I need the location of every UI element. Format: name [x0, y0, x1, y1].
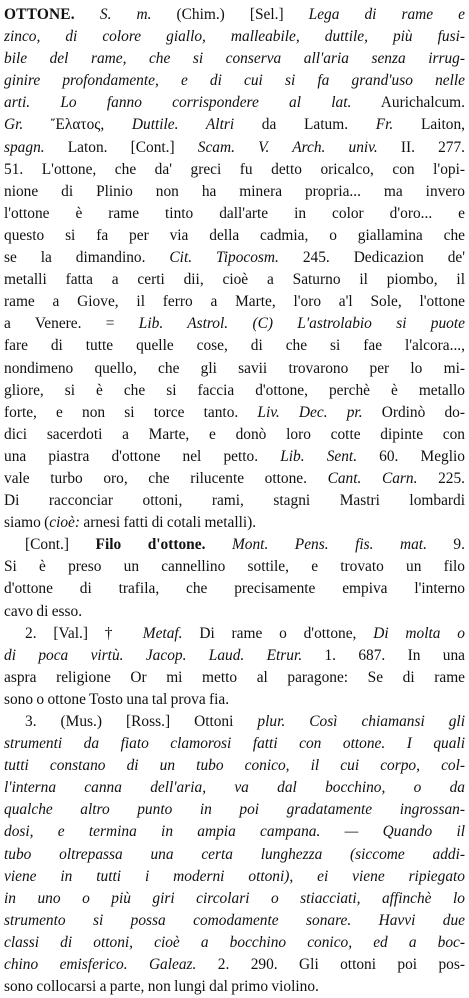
italic-text: in uno o più giri circolari o stiacciati, affinchè lo [4, 889, 465, 907]
text-line [4, 755, 465, 777]
text-line [4, 556, 465, 578]
text-line [4, 821, 465, 843]
italic-text: Gr. [4, 116, 24, 134]
text-segment: se la dimandino. [4, 249, 170, 267]
text-line [4, 512, 465, 534]
text-line [4, 910, 465, 932]
text-line [4, 291, 465, 313]
italic-text: Mont. Pens. fis. mat. [231, 536, 427, 554]
text-line [4, 48, 465, 70]
text-segment: gliore, si è che si faccia d'ottone, perchè è metallo [4, 381, 465, 399]
italic-text: spagn. [4, 138, 45, 156]
text-segment: arnesi fatti di cotali metalli). [80, 514, 257, 532]
italic-text: Lega di rame e [308, 6, 465, 23]
text-segment: vale turbo oro, che rilucente ottone. [4, 469, 328, 487]
text-segment: a Venere. = [4, 315, 139, 333]
text-line [4, 888, 465, 910]
text-line [4, 711, 465, 733]
text-line [4, 70, 465, 92]
text-line [4, 4, 465, 26]
text-segment: da Latum. [234, 116, 376, 134]
text-segment: forte, e non si torce tanto. [4, 403, 258, 421]
italic-text: classi di ottoni, cioè a bocchino conico, ed a boc- [4, 933, 465, 951]
italic-text: l'interna canna dell'aria, va dal bocchino, o da [4, 779, 465, 797]
text-segment: 9. [426, 536, 465, 554]
text-segment: fare di tutte quelle cose, di che si fae l'alcora..., [4, 337, 465, 355]
text-line [4, 623, 465, 645]
italic-text: strumento si possa comodamente sonare. Havvi due [4, 911, 465, 929]
italic-text: Lib. Astrol. (C) L'astrolabio si puote [138, 315, 465, 333]
text-line [4, 667, 465, 689]
italic-text: chino emisferico. Galeaz. [4, 956, 197, 974]
dictionary-entry-ottone [4, 4, 465, 998]
text-line [4, 578, 465, 600]
italic-text: S. m. [99, 6, 152, 23]
text-segment: nione di Plinio non ha minera propria... ma invero [4, 182, 465, 200]
text-line [4, 733, 465, 755]
italic-text: viene in tutti i moderni ottoni), ei viene ripiegato [4, 867, 465, 885]
text-segment: dici sacerdoti a Marte, e donò loro cotte dipinte con [4, 425, 465, 443]
text-segment: siamo ( [4, 514, 50, 532]
text-line [4, 645, 465, 667]
italic-text: Liv. Dec. pr. [257, 403, 363, 421]
text-segment: aspra religione Or mi metto al paragone: Se di rame [4, 668, 465, 686]
text-line [4, 358, 465, 380]
text-line [4, 335, 465, 357]
text-segment: Ordinò do- [362, 403, 465, 421]
text-line [4, 976, 465, 998]
text-line [4, 799, 465, 821]
text-segment: Laton. [Cont.] [44, 138, 198, 156]
text-line [4, 424, 465, 446]
text-segment: una piastra d'ottone nel petto. [4, 447, 281, 465]
text-segment: 245. Dedicazion de' [278, 249, 465, 267]
italic-text: bile del rame, che si conserva all'aria senza irrug- [4, 50, 465, 68]
text-segment: metalli fatta a certi dii, cioè a Saturno il piombo, il [4, 271, 465, 289]
text-line [4, 689, 465, 711]
text-line [4, 137, 465, 159]
text-line [4, 468, 465, 490]
text-line [4, 92, 465, 114]
italic-text: Cant. Carn. [327, 469, 418, 487]
text-line [4, 446, 465, 468]
text-segment: Di rame o d'ottone, [182, 624, 374, 642]
text-line [4, 247, 465, 269]
text-line [4, 490, 465, 512]
italic-text: di poca virtù. Jacop. Laud. Etrur. [4, 646, 303, 664]
text-segment: sono collocarsi a parte, non lungi dal primo violino. [4, 978, 319, 996]
text-line [4, 269, 465, 291]
text-segment: 1. 687. In una [302, 646, 465, 664]
text-line [4, 313, 465, 335]
bold-term: OTTONE. [4, 6, 75, 23]
text-segment: Di racconciar ottoni, rami, stagni Mastri lombardi [4, 492, 465, 510]
text-line [4, 203, 465, 225]
italic-text: ginire profondamente, e di cui si fa grand'uso nelle [4, 72, 465, 90]
text-segment: d'ottone di trafila, che precisamente empiva l'interno [4, 580, 465, 598]
entry-paragraph-p1 [4, 4, 465, 534]
text-segment: 60. Meglio [357, 447, 465, 465]
text-line [4, 777, 465, 799]
text-segment: nondimeno quello, che gli savii trovarono per lo mi- [4, 359, 465, 377]
italic-text: Metaf. [142, 624, 183, 642]
text-segment: II. 277. [377, 138, 465, 156]
text-line [4, 181, 465, 203]
entry-paragraph-p2 [4, 534, 465, 622]
italic-text: Lib. Sent. [280, 447, 358, 465]
italic-text: qualche altro punto in poi gradatamente ingrossan- [4, 801, 465, 819]
text-segment [205, 536, 232, 553]
text-segment: 51. L'ottone, che da' greci fu detto oricalco, con l'opi- [4, 160, 465, 178]
italic-text: Duttile. Altri [131, 116, 235, 134]
text-line [4, 225, 465, 247]
italic-text: plur. Così chiamansi gli [257, 713, 465, 730]
italic-text: tutti constano di un tubo conico, il cui corpo, col- [4, 757, 465, 775]
entry-paragraph-p4 [4, 711, 465, 998]
text-segment: 2. 290. Gli ottoni poi pos- [196, 956, 465, 974]
italic-text: dosi, e termina in ampia campana. — Quando il [4, 823, 465, 841]
text-segment: 3. (Mus.) [Ross.] Ottoni [25, 713, 258, 730]
italic-text: Fr. [375, 116, 394, 134]
italic-text: arti. Lo fanno corrispondere al lat. [4, 94, 352, 112]
text-segment: sono o ottone Tosto una tal prova fia. [4, 690, 230, 708]
italic-text: Scam. V. Arch. univ. [197, 138, 378, 156]
text-line [4, 114, 465, 136]
text-line [4, 866, 465, 888]
text-segment [75, 6, 100, 23]
text-segment: Si è preso un cannellino sottile, e trovato un filo [4, 558, 465, 576]
text-line [4, 534, 465, 556]
text-segment: questo si fa per via della cadmia, o giallamina che [4, 226, 465, 244]
text-segment: Ἔλατος, [23, 116, 132, 134]
text-segment: rame a Giove, il ferro a Marte, l'oro a'l Sole, l'ottone [4, 293, 465, 311]
italic-text: Cit. Tipocosm. [169, 249, 279, 267]
text-line [4, 26, 465, 48]
text-line [4, 159, 465, 181]
text-segment: Laiton, [393, 116, 465, 134]
text-line [4, 954, 465, 976]
text-line [4, 844, 465, 866]
text-line [4, 402, 465, 424]
bold-term: Filo d'ottone. [95, 536, 206, 554]
text-segment: l'ottone è rame tinto dall'arte in color d'oro... e [4, 204, 465, 222]
italic-text: strumenti da fiato clamorosi fatti con ottone. I quali [4, 735, 465, 753]
entry-paragraph-p3 [4, 623, 465, 711]
text-segment: [Cont.] [25, 536, 96, 554]
italic-text: tubo oltrepassa una certa lunghezza (siccome addi- [4, 845, 465, 863]
text-segment: Aurichalcum. [351, 94, 465, 112]
italic-text: cioè: [49, 514, 81, 532]
text-segment: (Chim.) [Sel.] [151, 6, 309, 23]
text-segment: 225. [417, 469, 465, 487]
text-line [4, 601, 465, 623]
italic-text: Di molta o [373, 624, 465, 642]
text-line [4, 932, 465, 954]
text-segment: cavo di esso. [4, 602, 83, 620]
italic-text: zinco, di colore giallo, malleabile, duttile, più fusi- [4, 28, 465, 46]
text-line [4, 380, 465, 402]
text-segment: 2. [Val.] † [25, 624, 143, 642]
